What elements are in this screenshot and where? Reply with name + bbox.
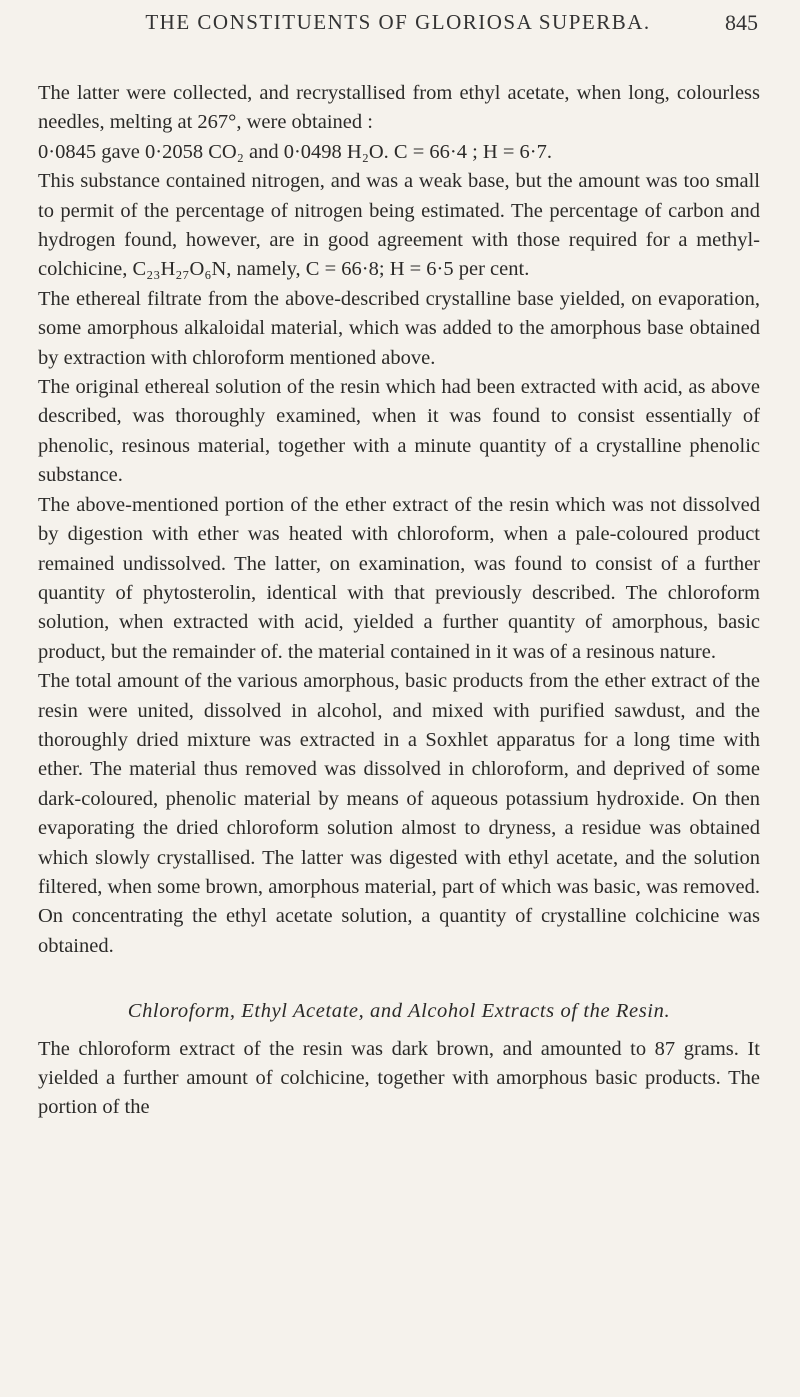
paragraph-recrystallisation: The latter were collected, and recrystallised from ethyl acetate, when long, colourless needles, melting at 267°, were obtained : bbox=[38, 82, 760, 134]
page-header bbox=[38, 10, 758, 50]
body-text bbox=[38, 79, 760, 1123]
paragraph-chloroform-extract: The chloroform extract of the resin was dark brown, and amounted to 87 grams. It yielded a further amount of colchicine, together with amorphous basic products. The portion of the bbox=[38, 1037, 760, 1119]
paragraph-original-solution: The original ethereal solution of the resin which had been extracted with acid, as above described, was thoroughly examined, when it was found to consist essentially of phenolic, resinous material, together with a minute quantity of a crystalline phenolic substance. bbox=[38, 376, 760, 487]
paragraph-basic-products: The total amount of the various amorphous, basic products from the ether extract of the resin were united, dissolved in alcohol, and mixed with purified sawdust, and the thoroughly dried mixture was extracted in a Soxhlet apparatus for a long time with ether. The material thus removed was dissolved in chloroform, and deprived of some dark-coloured, phenolic material by means of aqueous potassium hydroxide. On then evaporating the dried chloroform solution almost to dryness, a residue was obtained which slowly crystallised. The latter was digested with ethyl acetate, and the solution filtered, when some brown, amorphous material, part of which was basic, was removed. On concentrating the ethyl acetate solution, a quantity of crystalline colchicine was obtained. bbox=[38, 670, 760, 957]
paragraph-methylcolchicine: This substance contained nitrogen, and was a weak base, but the amount was too small to permit of the percentage of nitrogen being estimated. The percentage of carbon and hydrogen found, however, are in good agreement with those required for a methyl-colchicine, C₂₃H₂₇O₆N, namely, C = 66·8; H = 6·5 per cent. bbox=[38, 170, 760, 281]
section-heading: Chloroform, Ethyl Acetate, and Alcohol Extracts of the Resin. bbox=[127, 1000, 671, 1023]
paragraph-chloroform-treatment: The above-mentioned portion of the ether extract of the resin which was not dissolved by digestion with ether was heated with chloroform, when a pale-coloured product remained undissolved. The latter, on examination, was found to consist of a further quantity of phytosterolin, identical with that previously described. The chloroform solution, when extracted with acid, yielded a further quantity of amorphous, basic product, but the remainder of. the material contained in it was of a resinous nature. bbox=[38, 493, 760, 663]
page-number: 845 bbox=[725, 10, 758, 35]
paragraph-ethereal-filtrate: The ethereal filtrate from the above-described crystalline base yielded, on evaporation, some amorphous alkaloidal material, which was added to the amorphous base obtained by extraction with chloroform mentioned above. bbox=[38, 287, 760, 369]
running-title: THE CONSTITUENTS OF GLORIOSA SUPERBA. bbox=[145, 10, 651, 34]
analysis-line: 0·0845 gave 0·2058 CO₂ and 0·0498 H₂O. C = 66·4 ; H = 6·7. bbox=[38, 140, 552, 163]
